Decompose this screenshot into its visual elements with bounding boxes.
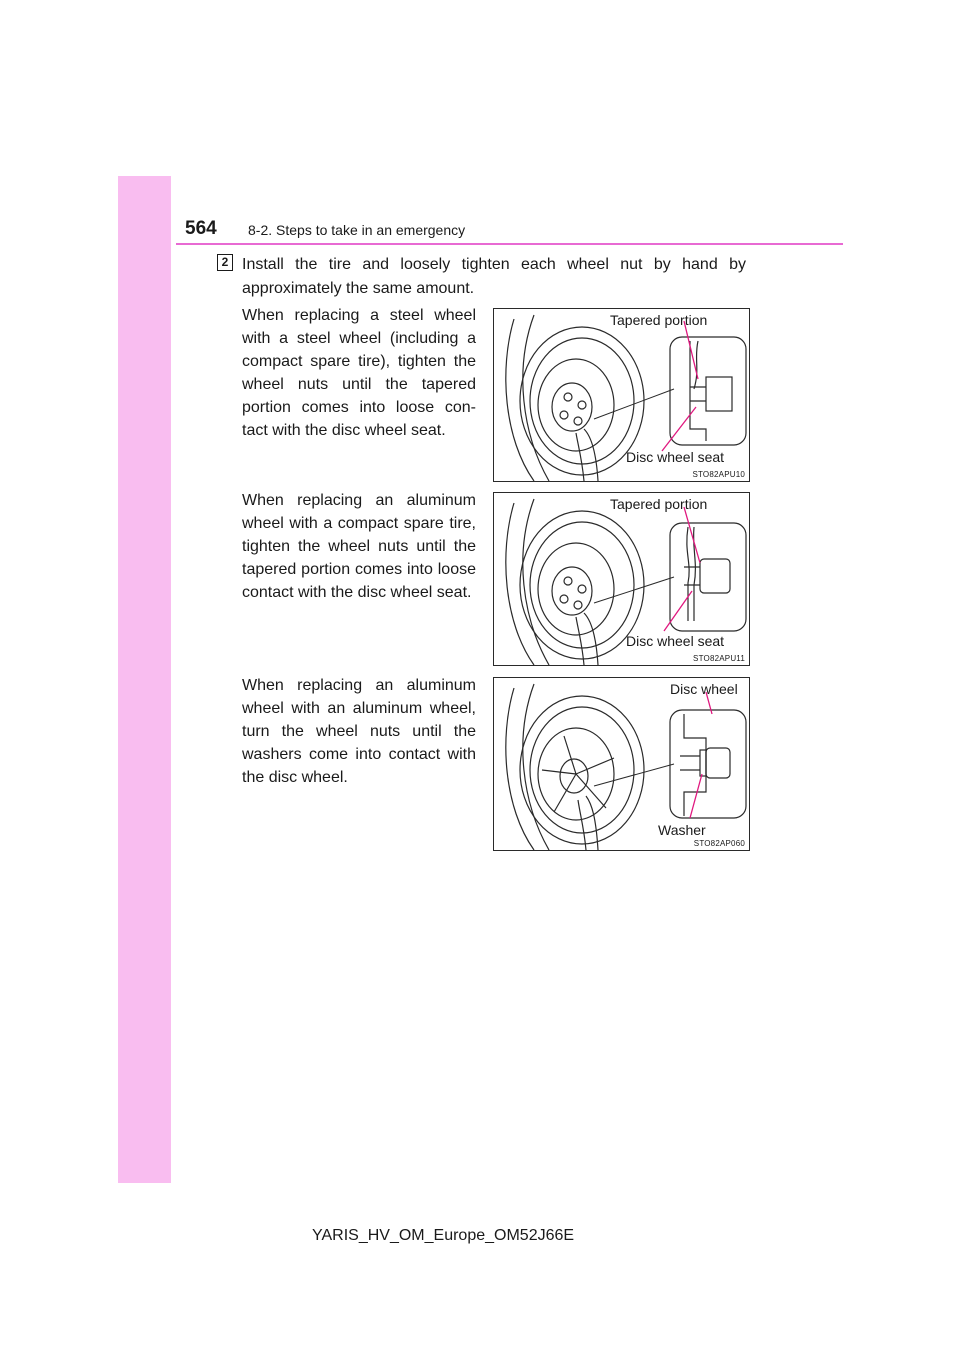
step-number-badge: 2 xyxy=(217,254,233,271)
label-tapered-portion: Tapered portion xyxy=(610,312,708,328)
label-disc-wheel-seat: Disc wheel seat xyxy=(626,633,725,649)
label-disc-wheel-seat: Disc wheel seat xyxy=(626,449,725,465)
figure-code: STO82APU10 xyxy=(692,470,745,479)
label-tapered-portion: Tapered portion xyxy=(610,496,708,512)
document-id-footer: YARIS_HV_OM_Europe_OM52J66E xyxy=(312,1227,575,1244)
chapter-sidebar-tab xyxy=(118,176,171,1183)
figure-code: STO82AP060 xyxy=(693,839,745,848)
step-instruction: Install the tire and loosely tighten each wheel nut by hand by approximately the same amount. xyxy=(242,256,746,297)
wheel-nut-illustration xyxy=(494,678,750,851)
item-text-steel-wheel: When replacing a steel wheel with a steel wheel (including a compact spare tire), tighten the wheel nuts until the tapered portion comes into loose con-tact with the disc wheel seat. xyxy=(242,307,476,439)
section-title: 8-2. Steps to take in an emergency xyxy=(248,222,466,238)
figure-code: STO82APU11 xyxy=(693,654,745,663)
item-text-aluminum-compact: When replacing an aluminum wheel with a compact spare tire, tighten the wheel nuts until the tapered portion comes into loose contact with the disc wheel seat. xyxy=(242,492,476,601)
label-washer: Washer xyxy=(658,822,706,838)
label-disc-wheel: Disc wheel xyxy=(670,681,738,697)
page-number: 564 xyxy=(185,218,217,239)
figure-steel-wheel xyxy=(493,308,750,482)
figure-aluminum-compact-spare xyxy=(493,492,750,666)
item-text-aluminum-aluminum: When replacing an aluminum wheel with an aluminum wheel, turn the wheel nuts until the washers come into contact with the disc wheel. xyxy=(242,677,476,786)
figure-aluminum-aluminum xyxy=(493,677,750,851)
header-rule xyxy=(176,243,843,245)
